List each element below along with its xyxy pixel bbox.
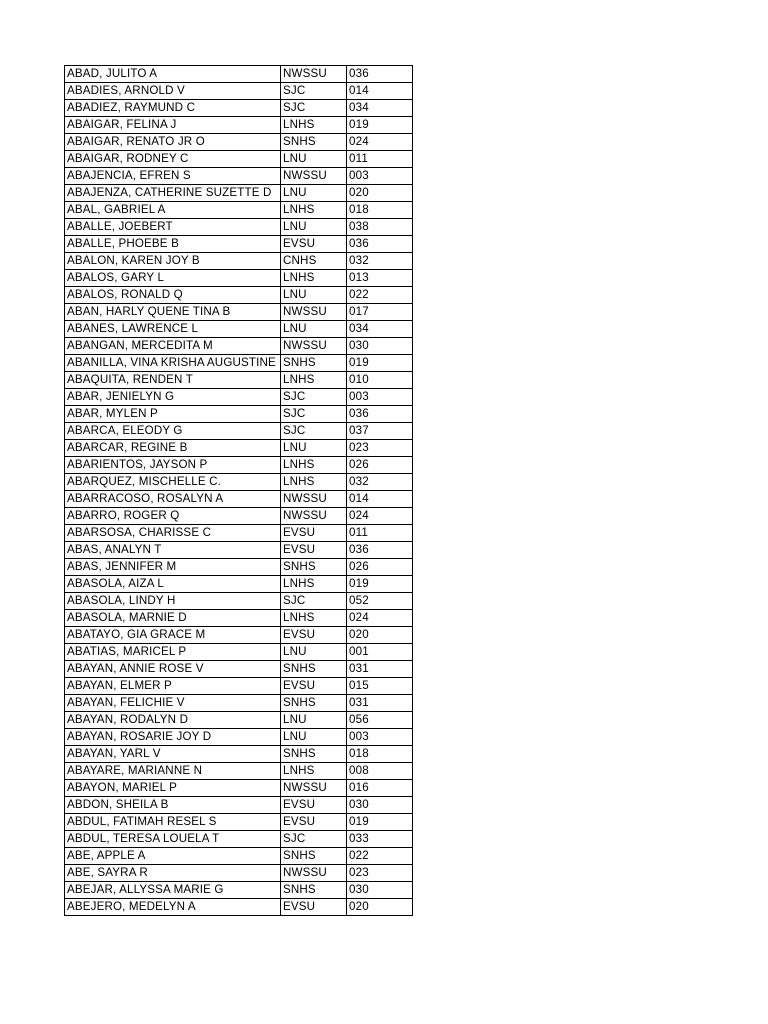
name-cell: ABADIES, ARNOLD V [65, 83, 281, 100]
code-cell: 030 [347, 338, 413, 355]
name-cell: ABANILLA, VINA KRISHA AUGUSTINE [65, 355, 281, 372]
table-row [65, 797, 413, 814]
name-cell: ABANES, LAWRENCE L [65, 321, 281, 338]
school-cell: EVSU [281, 627, 347, 644]
table-row [65, 542, 413, 559]
table-row [65, 559, 413, 576]
name-cell: ABASOLA, MARNIE D [65, 610, 281, 627]
code-cell: 032 [347, 474, 413, 491]
school-cell: LNHS [281, 610, 347, 627]
table-row [65, 644, 413, 661]
table-row [65, 661, 413, 678]
code-cell: 014 [347, 83, 413, 100]
school-cell: SJC [281, 83, 347, 100]
name-cell: ABALON, KAREN JOY B [65, 253, 281, 270]
code-cell: 008 [347, 763, 413, 780]
table-row [65, 304, 413, 321]
code-cell: 019 [347, 814, 413, 831]
table-row [65, 474, 413, 491]
school-cell: LNU [281, 440, 347, 457]
code-cell: 033 [347, 831, 413, 848]
code-cell: 017 [347, 304, 413, 321]
code-cell: 024 [347, 610, 413, 627]
school-cell: SJC [281, 100, 347, 117]
code-cell: 024 [347, 134, 413, 151]
code-cell: 023 [347, 865, 413, 882]
school-cell: SJC [281, 831, 347, 848]
name-cell: ABAYAN, RODALYN D [65, 712, 281, 729]
name-cell: ABAYARE, MARIANNE N [65, 763, 281, 780]
name-cell: ABALOS, RONALD Q [65, 287, 281, 304]
table-row [65, 712, 413, 729]
school-cell: EVSU [281, 797, 347, 814]
table-row [65, 355, 413, 372]
table-row [65, 253, 413, 270]
code-cell: 036 [347, 236, 413, 253]
name-cell: ABAYON, MARIEL P [65, 780, 281, 797]
table-row [65, 66, 413, 83]
school-cell: SNHS [281, 746, 347, 763]
school-cell: LNU [281, 729, 347, 746]
school-cell: SJC [281, 389, 347, 406]
name-cell: ABAYAN, ROSARIE JOY D [65, 729, 281, 746]
code-cell: 020 [347, 899, 413, 916]
name-cell: ABAN, HARLY QUENE TINA B [65, 304, 281, 321]
code-cell: 019 [347, 355, 413, 372]
code-cell: 016 [347, 780, 413, 797]
name-cell: ABDUL, TERESA LOUELA T [65, 831, 281, 848]
table-row [65, 678, 413, 695]
school-cell: LNHS [281, 474, 347, 491]
name-cell: ABARQUEZ, MISCHELLE C. [65, 474, 281, 491]
table-row [65, 338, 413, 355]
name-cell: ABE, APPLE A [65, 848, 281, 865]
name-cell: ABAR, JENIELYN G [65, 389, 281, 406]
name-cell: ABARRACOSO, ROSALYN A [65, 491, 281, 508]
code-cell: 036 [347, 406, 413, 423]
table-row [65, 236, 413, 253]
name-cell: ABAYAN, ANNIE ROSE V [65, 661, 281, 678]
school-cell: SNHS [281, 848, 347, 865]
name-cell: ABAS, JENNIFER M [65, 559, 281, 576]
school-cell: EVSU [281, 525, 347, 542]
school-cell: LNU [281, 151, 347, 168]
code-cell: 011 [347, 151, 413, 168]
table-row [65, 695, 413, 712]
name-cell: ABAJENZA, CATHERINE SUZETTE D [65, 185, 281, 202]
school-cell: LNHS [281, 576, 347, 593]
name-cell: ABAIGAR, FELINA J [65, 117, 281, 134]
code-cell: 032 [347, 253, 413, 270]
name-cell: ABEJERO, MEDELYN A [65, 899, 281, 916]
code-cell: 026 [347, 457, 413, 474]
name-cell: ABALOS, GARY L [65, 270, 281, 287]
code-cell: 019 [347, 576, 413, 593]
school-cell: NWSSU [281, 508, 347, 525]
school-cell: SNHS [281, 661, 347, 678]
school-cell: EVSU [281, 236, 347, 253]
table-row [65, 729, 413, 746]
name-cell: ABAYAN, ELMER P [65, 678, 281, 695]
table-row [65, 219, 413, 236]
name-cell: ABATAYO, GIA GRACE M [65, 627, 281, 644]
code-cell: 036 [347, 66, 413, 83]
school-cell: SNHS [281, 882, 347, 899]
table-row [65, 882, 413, 899]
code-cell: 031 [347, 695, 413, 712]
code-cell: 052 [347, 593, 413, 610]
table-row [65, 321, 413, 338]
table-row [65, 576, 413, 593]
code-cell: 030 [347, 882, 413, 899]
table-row [65, 100, 413, 117]
code-cell: 036 [347, 542, 413, 559]
code-cell: 022 [347, 848, 413, 865]
school-cell: CNHS [281, 253, 347, 270]
table-row [65, 865, 413, 882]
school-cell: EVSU [281, 678, 347, 695]
school-cell: SNHS [281, 355, 347, 372]
name-cell: ABAJENCIA, EFREN S [65, 168, 281, 185]
code-cell: 024 [347, 508, 413, 525]
code-cell: 034 [347, 100, 413, 117]
name-cell: ABARSOSA, CHARISSE C [65, 525, 281, 542]
school-cell: LNHS [281, 270, 347, 287]
name-cell: ABAYAN, FELICHIE V [65, 695, 281, 712]
table-row [65, 780, 413, 797]
school-cell: NWSSU [281, 338, 347, 355]
code-cell: 037 [347, 423, 413, 440]
table-row [65, 406, 413, 423]
school-cell: LNU [281, 712, 347, 729]
table-row [65, 457, 413, 474]
name-cell: ABASOLA, LINDY H [65, 593, 281, 610]
name-cell: ABAIGAR, RODNEY C [65, 151, 281, 168]
name-cell: ABEJAR, ALLYSSA MARIE G [65, 882, 281, 899]
table-row [65, 83, 413, 100]
school-cell: LNU [281, 644, 347, 661]
school-cell: LNHS [281, 202, 347, 219]
name-cell: ABE, SAYRA R [65, 865, 281, 882]
table-row [65, 899, 413, 916]
school-cell: LNHS [281, 763, 347, 780]
name-cell: ABAD, JULITO A [65, 66, 281, 83]
code-cell: 010 [347, 372, 413, 389]
code-cell: 056 [347, 712, 413, 729]
school-cell: EVSU [281, 899, 347, 916]
table-row [65, 491, 413, 508]
school-cell: NWSSU [281, 865, 347, 882]
name-cell: ABADIEZ, RAYMUND C [65, 100, 281, 117]
name-cell: ABDON, SHEILA B [65, 797, 281, 814]
name-cell: ABANGAN, MERCEDITA M [65, 338, 281, 355]
table-row [65, 593, 413, 610]
table-row [65, 185, 413, 202]
code-cell: 022 [347, 287, 413, 304]
name-cell: ABAL, GABRIEL A [65, 202, 281, 219]
school-cell: LNU [281, 287, 347, 304]
code-cell: 015 [347, 678, 413, 695]
table-row [65, 508, 413, 525]
school-cell: NWSSU [281, 304, 347, 321]
school-cell: NWSSU [281, 491, 347, 508]
table-row [65, 151, 413, 168]
school-cell: NWSSU [281, 168, 347, 185]
code-cell: 018 [347, 202, 413, 219]
table-row [65, 168, 413, 185]
table-row [65, 117, 413, 134]
code-cell: 034 [347, 321, 413, 338]
code-cell: 003 [347, 389, 413, 406]
table-row [65, 763, 413, 780]
school-cell: LNHS [281, 372, 347, 389]
name-cell: ABDUL, FATIMAH RESEL S [65, 814, 281, 831]
table-row [65, 610, 413, 627]
school-cell: SJC [281, 593, 347, 610]
table-row [65, 389, 413, 406]
table-row [65, 287, 413, 304]
code-cell: 023 [347, 440, 413, 457]
school-cell: SNHS [281, 695, 347, 712]
code-cell: 031 [347, 661, 413, 678]
table-row [65, 746, 413, 763]
name-cell: ABARIENTOS, JAYSON P [65, 457, 281, 474]
name-cell: ABAIGAR, RENATO JR O [65, 134, 281, 151]
table-row [65, 525, 413, 542]
code-cell: 030 [347, 797, 413, 814]
name-cell: ABASOLA, AIZA L [65, 576, 281, 593]
school-cell: LNHS [281, 457, 347, 474]
table-row [65, 202, 413, 219]
school-cell: SJC [281, 423, 347, 440]
table-row [65, 814, 413, 831]
table-row [65, 270, 413, 287]
name-cell: ABAS, ANALYN T [65, 542, 281, 559]
name-cell: ABARRO, ROGER Q [65, 508, 281, 525]
school-cell: EVSU [281, 542, 347, 559]
school-cell: LNHS [281, 117, 347, 134]
school-cell: LNU [281, 321, 347, 338]
table-row [65, 423, 413, 440]
code-cell: 011 [347, 525, 413, 542]
school-cell: SJC [281, 406, 347, 423]
table-row [65, 848, 413, 865]
code-cell: 003 [347, 729, 413, 746]
name-cell: ABAQUITA, RENDEN T [65, 372, 281, 389]
school-cell: SNHS [281, 559, 347, 576]
school-cell: EVSU [281, 814, 347, 831]
table-row [65, 831, 413, 848]
name-cell: ABAR, MYLEN P [65, 406, 281, 423]
roster-table-body [65, 66, 413, 916]
code-cell: 003 [347, 168, 413, 185]
roster-sheet [64, 65, 413, 916]
school-cell: LNU [281, 219, 347, 236]
roster-table [64, 65, 413, 916]
name-cell: ABALLE, PHOEBE B [65, 236, 281, 253]
school-cell: NWSSU [281, 66, 347, 83]
school-cell: NWSSU [281, 780, 347, 797]
code-cell: 026 [347, 559, 413, 576]
table-row [65, 627, 413, 644]
name-cell: ABALLE, JOEBERT [65, 219, 281, 236]
name-cell: ABAYAN, YARL V [65, 746, 281, 763]
code-cell: 038 [347, 219, 413, 236]
name-cell: ABARCA, ELEODY G [65, 423, 281, 440]
code-cell: 018 [347, 746, 413, 763]
name-cell: ABARCAR, REGINE B [65, 440, 281, 457]
table-row [65, 372, 413, 389]
code-cell: 014 [347, 491, 413, 508]
school-cell: LNU [281, 185, 347, 202]
code-cell: 001 [347, 644, 413, 661]
school-cell: SNHS [281, 134, 347, 151]
table-row [65, 134, 413, 151]
code-cell: 019 [347, 117, 413, 134]
code-cell: 020 [347, 627, 413, 644]
table-row [65, 440, 413, 457]
name-cell: ABATIAS, MARICEL P [65, 644, 281, 661]
code-cell: 020 [347, 185, 413, 202]
code-cell: 013 [347, 270, 413, 287]
